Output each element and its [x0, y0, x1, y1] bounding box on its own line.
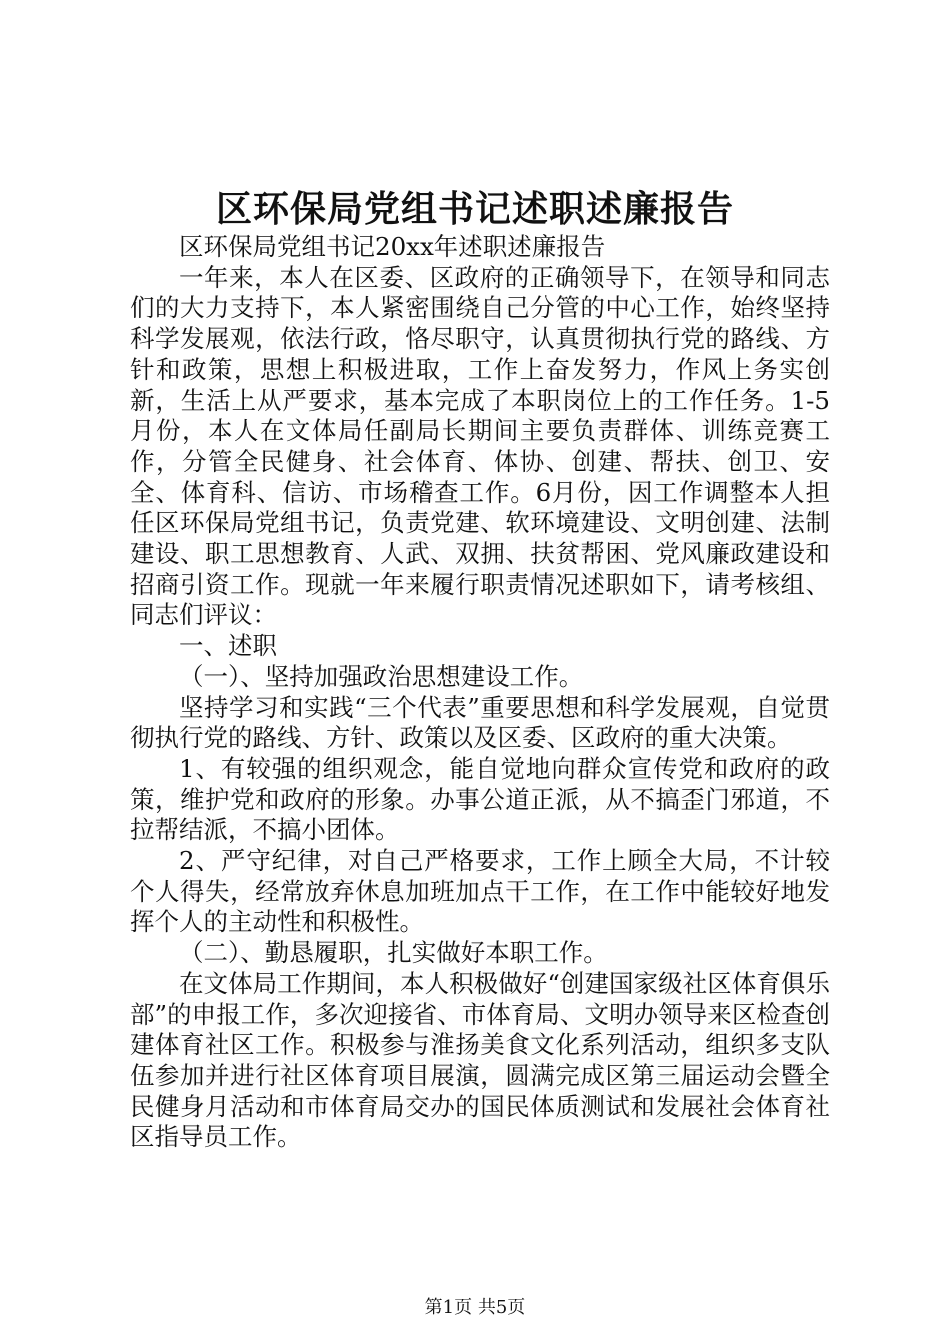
page-footer: 第1页 共5页	[424, 1297, 526, 1318]
document-subtitle: 区环保局党组书记20xx年述职述廉报告	[179, 232, 606, 261]
paragraph-political: 坚持学习和实践“三个代表”重要思想和科学发展观，自觉贯彻执行党的路线、方针、政策以及区委、区政府的重大决策。	[130, 692, 830, 753]
subsection-heading-1: （一）、坚持加强政治思想建设工作。	[179, 661, 584, 691]
paragraph-intro: 一年来，本人在区委、区政府的正确领导下，在领导和同志们的大力支持下，本人紧密围绕自己分管的中心工作，始终坚持科学发展观，依法行政，恪尽职守，认真贯彻执行党的路线、方针和政策，思想上积极进取，工作上奋发努力，作风上务实创新，生活上从严要求，基本完成了本职岗位上的工作任务。1-5月份，本人在文体局任副局长期间主要负责群体、训练竞赛工作，分管全民健身、社会体育、体协、创建、帮扶、创卫、安全、体育科、信访、市场稽查工作。6月份，因工作调整本人担任区环保局党组书记，负责党建、软环境建设、文明创建、法制建设、职工思想教育、人武、双拥、扶贫帮困、党风廉政建设和招商引资工作。现就一年来履行职责情况述职如下，请考核组、同志们评议：	[130, 262, 830, 630]
paragraph-sports-bureau: 在文体局工作期间，本人积极做好“创建国家级社区体育俱乐部”的申报工作，多次迎接省、市体育局、文明办领导来区检查创建体育社区工作。积极参与淮扬美食文化系列活动，组织多支队伍参加并进行社区体育项目展演，圆满完成区第三届运动会暨全民健身月活动和市体育局交办的国民体质测试和发展社会体育社区指导员工作。	[130, 968, 830, 1152]
document-title: 区环保局党组书记述职述廉报告	[215, 188, 734, 230]
document-body	[130, 232, 830, 1153]
paragraph-item-2: 2、严守纪律，对自己严格要求，工作上顾全大局，不计较个人得失，经常放弃休息加班加点干工作，在工作中能较好地发挥个人的主动性和积极性。	[130, 846, 830, 937]
paragraph-item-1: 1、有较强的组织观念，能自觉地向群众宣传党和政府的政策，维护党和政府的形象。办事公道正派，从不搞歪门邪道，不拉帮结派，不搞小团体。	[130, 753, 830, 845]
section-heading-1: 一、述职	[179, 631, 277, 661]
subsection-heading-2: （二）、勤恳履职，扎实做好本职工作。	[179, 938, 608, 968]
